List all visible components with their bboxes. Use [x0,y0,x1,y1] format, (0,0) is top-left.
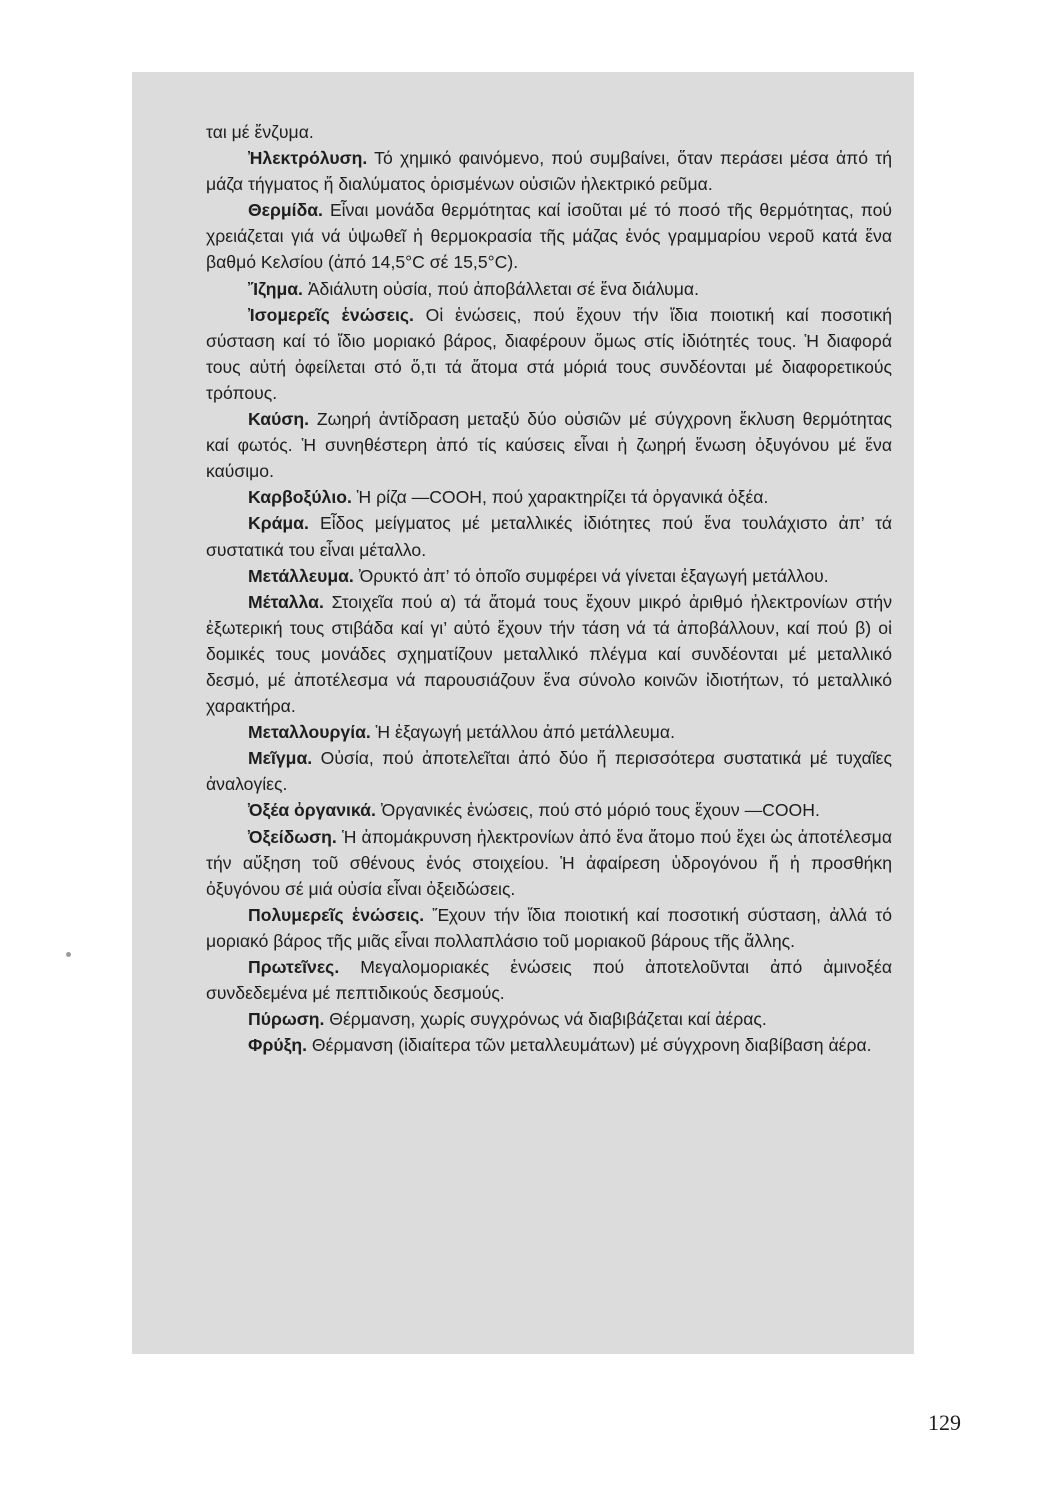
entry-definition: Ἡ ἐξαγωγή μετάλλου ἀπό μετάλλευμα. [370,722,675,743]
glossary-entry [206,276,892,302]
entry-definition: Εἶδος μείγματος μέ μεταλλικές ἰδιότητες πού ἕνα τουλάχιστο ἀπ’ τά συστατικά του εἶναι μέταλλο. [206,513,892,560]
entry-term: Κράμα. [248,513,309,534]
entry-term: Καύση. [248,409,310,430]
entry-term: Ὀξέα ὀργανικά. [248,800,376,821]
entry-definition: Θέρμανση, χωρίς συγχρόνως νά διαβιβάζεται καί ἀέρας. [324,1009,767,1030]
glossary-entry [206,406,892,484]
entry-definition: Στοιχεῖα πού α) τά ἄτομά τους ἔχουν μικρό ἀριθμό ἠλεκτρονίων στήν ἐξωτερική τους στιβάδα καί γι’ αὐτό ἔχουν τήν τάση νά τά ἀποβάλλουν, καί πού β) οἱ δομικές τους μονάδες σχηματίζουν μεταλλικό πλέγμα καί συνδέονται μέ μεταλλικό δεσμό, μέ ἀποτέλεσμα νά παρουσιάζουν ἕνα σύνολο κοινῶν ἰδιοτήτων, τό μεταλλικό χαρακτήρα. [206,591,892,717]
entry-definition: Μεγαλομοριακές ἑνώσεις πού ἀποτελοῦνται ἀπό ἀμινοξέα συνδεδεμένα μέ πεπτιδικούς δεσμούς. [206,957,892,1004]
glossary-entry [206,589,892,719]
entry-term: Μεῖγμα. [248,748,313,769]
glossary-entry [206,745,892,797]
entry-definition: Ὀργανικές ἑνώσεις, πού στό μόριό τους ἔχουν —COOH. [375,800,820,821]
entry-term: Θερμίδα. [248,200,323,221]
entry-term: Φρύξη. [248,1035,308,1056]
glossary-entry [206,797,892,823]
continuation-line: ται μέ ἔνζυμα. [206,122,314,142]
entry-definition: Ἀδιάλυτη οὐσία, πού ἀποβάλλεται σέ ἕνα διάλυμα. [302,278,699,299]
glossary-entry [206,510,892,562]
entry-definition: Ἡ ἀπομάκρυνση ἠλεκτρονίων ἀπό ἕνα ἄτομο πού ἔχει ὡς ἀποτέλεσμα τήν αὔξηση τοῦ σθένους ἑνός στοιχείου. Ἡ ἀφαίρεση ὑδρογόνου ἤ ἡ προσθήκη ὀξυγόνου σέ μιά οὐσία εἶναι ὀξειδώσεις. [206,826,892,899]
glossary-entry [206,302,892,406]
entry-term: Πύρωση. [248,1009,325,1030]
glossary-entry [206,484,892,510]
entry-definition: Τό χημικό φαινόμενο, πού συμβαίνει, ὅταν περάσει μέσα ἀπό τή μάζα τήγματος ἤ διαλύματος ὁρισμένων οὐσιῶν ἠλεκτρικό ρεῦμα. [206,148,892,195]
entry-term: Ἠλεκτρόλυση. [248,148,368,169]
entry-term: Ἴζημα. [248,278,303,299]
entry-definition: Ἡ ρίζα —COOH, πού χαρακτηρίζει τά ὀργανικά ὀξέα. [351,487,769,508]
entry-term: Καρβοξύλιο. [248,487,352,508]
glossary-entry [206,824,892,902]
entry-definition: Εἶναι μονάδα θερμότητας καί ἰσοῦται μέ τό ποσό τῆς θερμότητας, πού χρειάζεται γιά νά ὑψωθεῖ ἡ θερμοκρασία τῆς μάζας ἑνός γραμμαρίου νεροῦ κατά ἕνα βαθμό Κελσίου (ἀπό 14,5°C σέ 15,5°C). [206,200,892,273]
entry-definition: Οἱ ἑνώσεις, πού ἔχουν τήν ἴδια ποιοτική καί ποσοτική σύσταση καί τό ἴδιο μοριακό βάρος, διαφέρουν ὅμως στίς ἰδιότητές τους. Ἡ διαφορά τους αὐτή ὀφείλεται στό ὅ,τι τά ἄτομα στά μόριά τους συνδέονται μέ διαφορετικούς τρόπους. [206,304,892,403]
glossary-entry [206,719,892,745]
glossary-entry [206,954,892,1006]
entry-definition: Ὀρυκτό ἀπ’ τό ὁποῖο συμφέρει νά γίνεται ἐξαγωγή μετάλλου. [353,565,829,586]
entry-term: Πολυμερεῖς ἑνώσεις. [248,904,425,925]
entry-term: Πρωτεῖνες. [248,957,340,977]
entry-definition: Θέρμανση (ἰδιαίτερα τῶν μεταλλευμάτων) μέ σύγχρονη διαβίβαση ἀέρα. [307,1035,872,1056]
glossary-entry [206,197,892,275]
entry-term: Ἰσομερεῖς ἑνώσεις. [248,304,414,325]
page-number: 129 [928,1410,961,1435]
glossary-text [206,119,892,1058]
entry-term: Μέταλλα. [248,591,324,612]
entry-term: Ὀξείδωση. [248,826,337,847]
glossary-entry [206,902,892,954]
glossary-entry [206,1006,892,1032]
glossary-entry [206,145,892,197]
entry-term: Μετάλλευμα. [248,565,354,586]
glossary-entry [206,1032,892,1058]
print-speck [66,952,71,957]
entry-definition: Οὐσία, πού ἀποτελεῖται ἀπό δύο ἤ περισσότερα συστατικά μέ τυχαῖες ἀναλογίες. [206,748,892,795]
entry-definition: Ζωηρή ἀντίδραση μεταξύ δύο οὐσιῶν μέ σύγχρονη ἔκλυση θερμότητας καί φωτός. Ἡ συνηθέστερη ἀπό τίς καύσεις εἶναι ἡ ζωηρή ἕνωση ὀξυγόνου μέ ἕνα καύσιμο. [206,409,892,482]
glossary-entry [206,563,892,589]
entry-term: Μεταλλουργία. [248,722,371,743]
entry-definition: Ἔχουν τήν ἴδια ποιοτική καί ποσοτική σύσταση, ἀλλά τό μοριακό βάρος τῆς μιᾶς εἶναι πολλαπλάσιο τοῦ μοριακοῦ βάρους τῆς ἄλλης. [206,904,892,951]
